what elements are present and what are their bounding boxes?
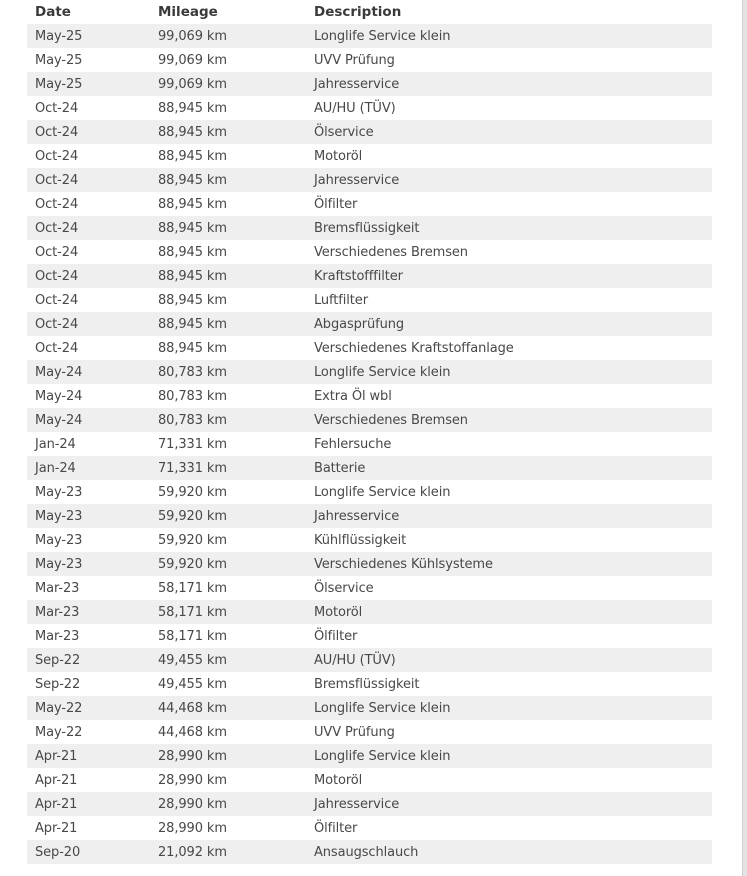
cell-description: Ölservice — [314, 580, 374, 596]
cell-description: Jahresservice — [314, 796, 400, 812]
cell-description: Longlife Service klein — [314, 700, 451, 716]
cell-date: Sep-22 — [35, 652, 81, 668]
table-row — [27, 168, 712, 192]
table-row — [27, 576, 712, 600]
cell-mileage: 49,455 km — [158, 652, 227, 668]
cell-mileage: 80,783 km — [158, 412, 227, 428]
table-row — [27, 360, 712, 384]
cell-mileage: 58,171 km — [158, 628, 227, 644]
cell-description: Batterie — [314, 460, 366, 476]
cell-mileage: 28,990 km — [158, 796, 227, 812]
cell-mileage: 71,331 km — [158, 460, 227, 476]
cell-date: Oct-24 — [35, 292, 79, 308]
cell-description: Motoröl — [314, 148, 363, 164]
table-row — [27, 768, 712, 792]
cell-date: Oct-24 — [35, 124, 79, 140]
cell-date: May-22 — [35, 700, 83, 716]
cell-mileage: 21,092 km — [158, 844, 227, 860]
cell-date: Oct-24 — [35, 220, 79, 236]
cell-description: Luftfilter — [314, 292, 368, 308]
cell-description: Jahresservice — [314, 172, 400, 188]
scrollbar-edge[interactable] — [742, 0, 747, 876]
table-row — [27, 216, 712, 240]
cell-date: Oct-24 — [35, 316, 79, 332]
cell-description: Kraftstofffilter — [314, 268, 403, 284]
cell-description: Kühlflüssigkeit — [314, 532, 407, 548]
table-row — [27, 96, 712, 120]
table-row — [27, 336, 712, 360]
cell-date: Apr-21 — [35, 748, 78, 764]
cell-description: Verschiedenes Bremsen — [314, 412, 468, 428]
table-row — [27, 456, 712, 480]
cell-mileage: 88,945 km — [158, 124, 227, 140]
cell-description: Ölfilter — [314, 628, 358, 644]
cell-description: Bremsflüssigkeit — [314, 676, 420, 692]
table-row — [27, 624, 712, 648]
cell-date: Oct-24 — [35, 268, 79, 284]
cell-mileage: 44,468 km — [158, 724, 227, 740]
table-row — [27, 192, 712, 216]
table-header — [27, 0, 712, 24]
cell-date: Oct-24 — [35, 172, 79, 188]
table-body — [27, 24, 712, 864]
table-row — [27, 432, 712, 456]
table-row — [27, 480, 712, 504]
table-row — [27, 744, 712, 768]
table-row — [27, 648, 712, 672]
cell-mileage: 28,990 km — [158, 748, 227, 764]
cell-mileage: 28,990 km — [158, 772, 227, 788]
table-row — [27, 720, 712, 744]
cell-date: Oct-24 — [35, 100, 79, 116]
cell-description: UVV Prüfung — [314, 724, 395, 740]
cell-mileage: 80,783 km — [158, 388, 227, 404]
cell-date: Mar-23 — [35, 628, 80, 644]
cell-mileage: 59,920 km — [158, 532, 227, 548]
cell-description: UVV Prüfung — [314, 52, 395, 68]
cell-mileage: 88,945 km — [158, 148, 227, 164]
cell-mileage: 58,171 km — [158, 604, 227, 620]
header-date[interactable]: Date — [35, 4, 71, 20]
cell-description: Verschiedenes Kraftstoffanlage — [314, 340, 514, 356]
cell-date: May-23 — [35, 508, 83, 524]
cell-description: Verschiedenes Bremsen — [314, 244, 468, 260]
cell-date: Jan-24 — [35, 460, 76, 476]
header-description[interactable]: Description — [314, 4, 402, 20]
table-row — [27, 72, 712, 96]
cell-description: Jahresservice — [314, 76, 400, 92]
cell-description: AU/HU (TÜV) — [314, 652, 396, 668]
cell-description: Abgasprüfung — [314, 316, 405, 332]
cell-description: Bremsflüssigkeit — [314, 220, 420, 236]
cell-date: May-24 — [35, 412, 83, 428]
cell-description: Extra Öl wbl — [314, 388, 392, 404]
cell-date: Oct-24 — [35, 340, 79, 356]
cell-date: May-25 — [35, 76, 83, 92]
cell-mileage: 88,945 km — [158, 244, 227, 260]
cell-mileage: 80,783 km — [158, 364, 227, 380]
table-row — [27, 288, 712, 312]
cell-date: Jan-24 — [35, 436, 76, 452]
cell-date: Apr-21 — [35, 772, 78, 788]
table-row — [27, 672, 712, 696]
cell-mileage: 88,945 km — [158, 316, 227, 332]
cell-mileage: 88,945 km — [158, 292, 227, 308]
cell-date: May-24 — [35, 388, 83, 404]
table-row — [27, 240, 712, 264]
cell-mileage: 59,920 km — [158, 556, 227, 572]
cell-date: Oct-24 — [35, 244, 79, 260]
table-row — [27, 264, 712, 288]
cell-description: Longlife Service klein — [314, 748, 451, 764]
table-row — [27, 120, 712, 144]
cell-mileage: 59,920 km — [158, 484, 227, 500]
table-row — [27, 408, 712, 432]
cell-date: Mar-23 — [35, 580, 80, 596]
cell-date: May-23 — [35, 532, 83, 548]
cell-mileage: 88,945 km — [158, 340, 227, 356]
cell-mileage: 49,455 km — [158, 676, 227, 692]
table-row — [27, 384, 712, 408]
table-row — [27, 840, 712, 864]
table-row — [27, 312, 712, 336]
cell-date: Oct-24 — [35, 196, 79, 212]
header-mileage[interactable]: Mileage — [158, 4, 218, 20]
cell-mileage: 88,945 km — [158, 196, 227, 212]
cell-date: Oct-24 — [35, 148, 79, 164]
cell-date: Sep-20 — [35, 844, 81, 860]
cell-mileage: 99,069 km — [158, 52, 227, 68]
table-row — [27, 144, 712, 168]
table-row — [27, 24, 712, 48]
cell-mileage: 99,069 km — [158, 76, 227, 92]
cell-description: Ölfilter — [314, 196, 358, 212]
cell-mileage: 71,331 km — [158, 436, 227, 452]
cell-description: Motoröl — [314, 772, 363, 788]
cell-description: AU/HU (TÜV) — [314, 100, 396, 116]
cell-date: May-24 — [35, 364, 83, 380]
cell-date: Apr-21 — [35, 820, 78, 836]
table-row — [27, 816, 712, 840]
table-row — [27, 528, 712, 552]
cell-date: May-25 — [35, 52, 83, 68]
cell-date: May-23 — [35, 484, 83, 500]
cell-mileage: 88,945 km — [158, 268, 227, 284]
cell-description: Jahresservice — [314, 508, 400, 524]
cell-date: Apr-21 — [35, 796, 78, 812]
cell-date: May-25 — [35, 28, 83, 44]
cell-date: May-22 — [35, 724, 83, 740]
cell-description: Ölfilter — [314, 820, 358, 836]
cell-description: Longlife Service klein — [314, 28, 451, 44]
cell-description: Ölservice — [314, 124, 374, 140]
cell-mileage: 28,990 km — [158, 820, 227, 836]
cell-date: May-23 — [35, 556, 83, 572]
cell-description: Verschiedenes Kühlsysteme — [314, 556, 493, 572]
service-history-table — [27, 0, 712, 864]
cell-description: Longlife Service klein — [314, 364, 451, 380]
cell-mileage: 99,069 km — [158, 28, 227, 44]
cell-mileage: 59,920 km — [158, 508, 227, 524]
table-row — [27, 48, 712, 72]
cell-mileage: 88,945 km — [158, 100, 227, 116]
table-row — [27, 696, 712, 720]
cell-mileage: 44,468 km — [158, 700, 227, 716]
cell-description: Longlife Service klein — [314, 484, 451, 500]
table-row — [27, 552, 712, 576]
cell-mileage: 88,945 km — [158, 172, 227, 188]
cell-date: Sep-22 — [35, 676, 81, 692]
table-row — [27, 504, 712, 528]
cell-mileage: 88,945 km — [158, 220, 227, 236]
cell-description: Motoröl — [314, 604, 363, 620]
table-row — [27, 600, 712, 624]
table-row — [27, 792, 712, 816]
cell-mileage: 58,171 km — [158, 580, 227, 596]
cell-date: Mar-23 — [35, 604, 80, 620]
cell-description: Fehlersuche — [314, 436, 392, 452]
cell-description: Ansaugschlauch — [314, 844, 419, 860]
